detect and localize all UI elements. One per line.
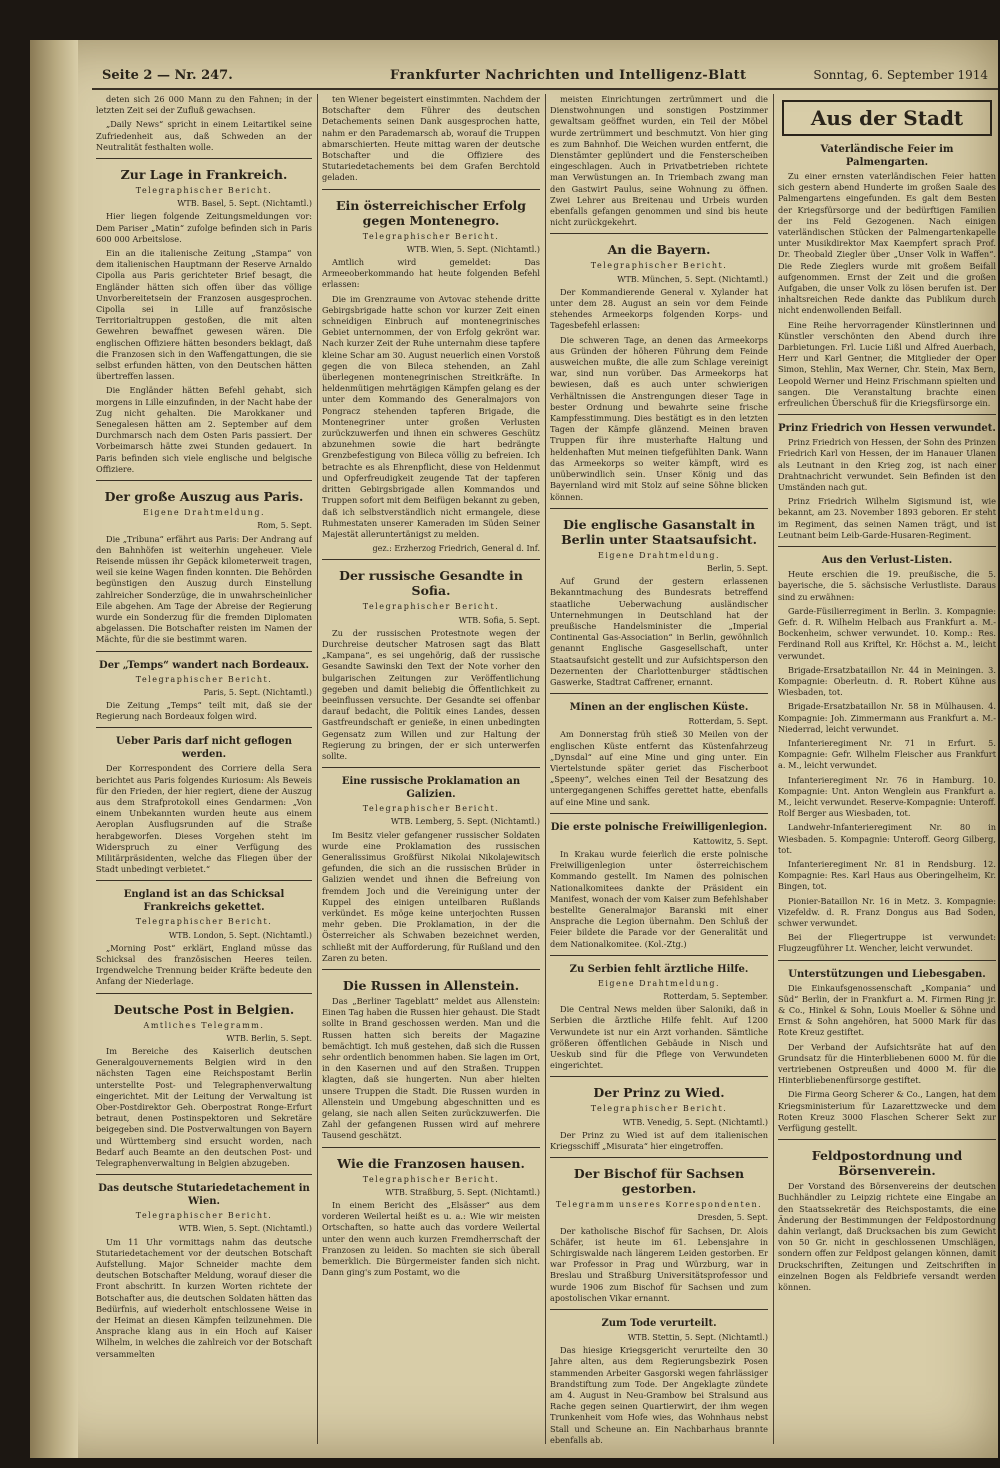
divider <box>550 693 768 694</box>
paragraph: Die im Grenzraume von Avtovac stehende dritte Gebirgsbrigade hatte schon vor kurzer Zeit einen schneidigen Einbruch auf montenegrinisches Gebiet unternommen, der von Erfolg gekrönt war. Nach kurzer Zeit der Ruhe unternahm diese tapfere kleine Schar am 30. August neuerlich einen Vorstoß gegen die von Bileca stehenden, an Zahl überlegenen montenegrinischen Streitkräfte. In heldenmütigen mehrtägigen Kämpfen gelang es der unter dem Kommando des Generalmajors von Pongracz stehenden tapferen Brigade, die Montenegriner unter großen Verlusten zurückzuwerfen und ihnen ein schweres Geschütz abzunehmen sowie die hart bedrängte Grenzbefestigung von Bileca völlig zu befreien. Ich betrachte es als Ehrenpflicht, diese von Heldenmut und Opferfreudigkeit zeugende Tat der tapferen dritten Gebirgsbrigade allen Kommandos und Truppen sofort mit dem Beifügen bekannt zu geben, daß ich selbstverständlich nicht ermangele, diese Ruhmestaten unserer Kameraden im Süden Seiner Majestät alleruntertänigst zu melden. <box>322 293 540 539</box>
column-1 <box>96 94 312 1444</box>
dateline: Paris, 5. Sept. (Nichtamtl.) <box>203 687 312 697</box>
dateline: WTB. Stettin, 5. Sept. (Nichtamtl.) <box>627 1333 768 1343</box>
article-headline: Der russische Gesandte in Sofia. <box>339 568 523 599</box>
divider <box>550 1309 768 1310</box>
article-source: Eigene Drahtmeldung. <box>142 508 266 518</box>
article-headline: Feldpostordnung und Börsenverein. <box>811 1148 963 1179</box>
newspaper-page <box>30 40 998 1458</box>
article-headline: Deutsche Post in Belgien. <box>113 1001 295 1017</box>
divider <box>778 1139 996 1140</box>
paragraph: Landwehr-Infanterieregiment Nr. 80 in Wiesbaden. 5. Kompagnie: Unteroff. Georg Gilberg, tot. <box>778 822 996 855</box>
paragraph: In einem Bericht des „Elsässer“ aus dem vorderen Weilertal heißt es u. a.: Wie wir meisten Ortschaften, so hatte auch das vordere Weilertal unter den wenn auch kurzen Fremdherrschaft der Franzosen zu leiden. So machten sie sich überall bemerklich. Die Bürgermeister fanden sich nicht. Dann ging's zum Postamt, wo die <box>322 1200 540 1278</box>
dateline: Rom, 5. Sept. <box>257 521 312 531</box>
paragraph: deten sich 26 000 Mann zu den Fahnen; in der letzten Zeit sei der Zufluß gewachsen. <box>96 94 312 116</box>
article-headline: Der „Temps“ wandert nach Bordeaux. <box>99 659 309 671</box>
article-headline: Ueber Paris darf nicht geflogen werden. <box>115 736 293 761</box>
divider <box>96 651 312 652</box>
divider <box>322 559 540 560</box>
dateline: WTB. Wien, 5. Sept. (Nichtamtl.) <box>406 244 540 254</box>
divider <box>96 880 312 881</box>
article-headline: Aus den Verlust-Listen. <box>821 555 953 567</box>
paragraph: Zu einer ernsten vaterländischen Feier hatten sich gestern abend Hunderte im großen Saale des Palmengartens eingefunden. Es galt dem Besten der Kriegsfürsorge und der bedürftigen Familien der ins Feld Gezogenen. Nach einigen vaterländischen Stücken der Palmengartenkapelle unter Musikdirektor Max Kaempfert sprach Prof. Dr. Theobald Ziegler über „Unser Volk in Waffen“. Die Rede Zieglers wurde mit großem Beifall aufgenommen. Ernst der Zeit und die großen Aufgaben, die unser Volk zu lösen berufen ist. Der inhaltsreichen Rede dankte das Publikum durch nicht endenwollenden Beifall. <box>778 171 996 316</box>
paragraph: Im Besitz vieler gefangener russischer Soldaten wurde eine Proklamation des russischen Generalissimus Großfürst Nikolai Nikolajewitsch gefunden, die sich an die russischen Brüder in Galizien wendet und ihnen die Befreiung von fremdem Joch und die Vereinigung unter der Kuppel des einigen unteilbaren Rußlands verkündet. Es möge keine unterjochten Russen mehr geben. Die Proklamation, in der die Österreicher als Schwaben bezeichnet werden, schließt mit der Aufforderung, für Rußland und den Zaren zu beten. <box>322 829 540 963</box>
header-rule <box>92 88 998 90</box>
signature: gez.: Erzherzog Friedrich, General d. Inf. <box>372 544 540 554</box>
paragraph: „Daily News“ spricht in einem Leitartikel seine Zufriedenheit aus, daß Schweden an der Neutralität festhalten wolle. <box>96 119 312 152</box>
divider <box>96 993 312 994</box>
dateline: Rotterdam, 5. September. <box>663 992 768 1001</box>
article-headline: Die Russen in Allenstein. <box>342 978 520 993</box>
column-rule <box>545 94 546 1444</box>
divider <box>778 960 996 961</box>
article-headline: Eine russische Proklamation an Galizien. <box>341 776 521 801</box>
paragraph: Ein an die italienische Zeitung „Stampa“ von dem italienischen Hauptmann der Reserve Arnaldo Cipolla aus Paris gerichteter Brief besagt, die Engländer hätten sich offen über das völlige Unvorbereitetsein der Franzosen ausgesprochen. Cipolla sei in Lille auf französische Territorialtruppen gestoßen, die mit alten Gewehren bewaffnet gewesen wären. Die englischen Offiziere hätten besonders beklagt, daß die Franzosen sich in den Waffengattungen, die sie selbst erfunden hätten, von den Deutschen hätten übertreffen lassen. <box>96 248 312 382</box>
paragraph: Der Prinz zu Wied ist auf dem italienischen Kriegsschiff „Misurata“ hier eingetroffen. <box>550 1129 768 1152</box>
paragraph: Infanterieregiment Nr. 76 in Hamburg. 10. Kompagnie: Unt. Anton Wenglein aus Frankfurt a. M., leicht verwundet. Reserve-Kompagnie: Unteroff. Rolf Berger aus Wiesbaden, tot. <box>778 774 996 819</box>
paragraph: Der Verband der Aufsichtsräte hat auf den Grundsatz für die Hinterbliebenen 6000 M. für die vertriebenen Ostpreußen und 4000 M. für die Hinterbliebenenfürsorge gestiftet. <box>778 1041 996 1086</box>
paragraph: Brigade-Ersatzbataillon Nr. 58 in Mülhausen. 4. Kompagnie: Joh. Zimmermann aus Frankfurt a. M.-Niederrad, leicht verwundet. <box>778 701 996 734</box>
article-headline: Der Prinz zu Wied. <box>593 1085 725 1101</box>
article-source: Telegraphischer Bericht. <box>590 261 728 271</box>
article-headline: Prinz Friedrich von Hessen verwundet. <box>778 423 996 435</box>
dateline: WTB. Basel, 5. Sept. (Nichtamtl.) <box>177 199 312 209</box>
paragraph: Infanterieregiment Nr. 71 in Erfurt. 5. Kompagnie: Gefr. Wilhelm Fleischer aus Frankfurt a. M., leicht verwundet. <box>778 737 996 771</box>
divider <box>550 508 768 509</box>
article-headline: England ist an das Schicksal Frankreichs gekettet. <box>123 889 285 914</box>
paragraph: Die Zeitung „Temps“ teilt mit, daß sie der Regierung nach Bordeaux folgen wird. <box>96 699 312 722</box>
divider <box>96 158 312 159</box>
paragraph: Infanterieregiment Nr. 81 in Rendsburg. 12. Kompagnie: Res. Karl Haus aus Oberingelheim, Kr. Bingen, tot. <box>778 858 996 892</box>
dateline: WTB. London, 5. Sept. (Nichtamtl.) <box>168 930 312 940</box>
page-number: Seite 2 — Nr. 247. <box>102 68 233 83</box>
divider <box>778 414 996 415</box>
paragraph: Die schweren Tage, an denen das Armeekorps aus Gründen der höheren Führung dem Feinde ausweichen mußte, die alle zum Schlage vereinigt war, sind nun vorüber. Das Armeekorps hat bewiesen, daß es auch unter schwierigen Verhältnissen die Anstrengungen dieser Tage in bester Ordnung und bewahrte seine frische Kampfesstimmung. Dies bestätigt es in den letzten Tagen der Kämpfe glänzend. Meinen braven Truppen für ihre musterhafte Haltung und heldenhaften Mut meinen tiefgefühlten Dank. Wann das Armeekorps so weiter kämpft, wird es unüberwindlich sein. Unser König und das Bayernland wird mit Stolz auf seine Söhne blicken können. <box>550 334 768 502</box>
article-headline: Die erste polnische Freiwilligenlegion. <box>550 821 768 833</box>
paragraph: In Krakau wurde feierlich die erste polnische Freiwilligenlegion unter österreichischem Kommando gestellt. Im Namen des polnischen Nationalkomitees dankte der Präsident ein Manifest, wonach der vom Kaiser zum Befehlshaber bestellte Generalmajor Baranski mit einer Ansprache die Legion übernahm. Den Schluß der Feier bildete die Parade vor der Generalität und dem Nationalkomitee. (Kol.-Ztg.) <box>550 848 768 949</box>
divider <box>322 1147 540 1148</box>
divider <box>322 189 540 190</box>
paragraph: ten Wiener begeistert einstimmten. Nachdem der Botschafter dem Führer des deutschen Detachements seinen Dank ausgesprochen hatte, nahm er den Parademarsch ab, worauf die Truppen abmarschierten. Heute mittag waren der deutsche Botschafter und die Offiziere des Stutariedetachements bei dem Grafen Berchtold geladen. <box>322 94 540 183</box>
article-headline: Unterstützungen und Liebesgaben. <box>788 968 986 980</box>
paragraph: Zu der russischen Protestnote wegen der Durchreise deutscher Matrosen sagt das Blatt „Kampana“, es sei ungehörig, daß der russische Gesandte Sawinski den Text der Note vorher den bulgarischen Zeitungen zur Veröffentlichung gegeben und damit beliebig die Öffentlichkeit zu beeinflussen versuchte. Der Gesandte sei offenbar darauf bedacht, die Politik eines Landes, dessen Gastfreundschaft er genieße, in einen unbedingten Gegensatz zum Willen und zur Haltung der Regierung zu bringen, der er sich unterwerfen sollte. <box>322 627 540 761</box>
dateline: WTB. Lemberg, 5. Sept. (Nichtamtl.) <box>390 817 540 827</box>
article-headline: Minen an der englischen Küste. <box>569 702 749 714</box>
article-source: Telegraphischer Bericht. <box>135 917 273 927</box>
article-source: Telegraphischer Bericht. <box>135 186 273 196</box>
article-source: Telegraphischer Bericht. <box>362 804 500 814</box>
article-headline: Zur Lage in Frankreich. <box>120 167 288 183</box>
divider <box>96 1174 312 1175</box>
divider <box>778 546 996 547</box>
dateline: Dresden, 5. Sept. <box>697 1213 768 1223</box>
paragraph: Das hiesige Kriegsgericht verurteilte den 30 Jahre alten, aus dem Regierungsbezirk Posen stammenden Arbeiter Gasgorski wegen fahrlässiger Brandstiftung zum Tode. Der Angeklagte zündete am 4. August in Neu-Grambow bei Stralsund aus Rache gegen seinen Quartierwirt, der ihm wegen Trunkenheit vom Hofe wies, das Wohnhaus nebst Stall und Scheune an. Ein Nachbarhaus brannte ebenfalls ab. <box>550 1345 768 1444</box>
column-rule <box>317 94 318 1444</box>
paragraph: Eine Reihe hervorragender Künstlerinnen und Künstler verschönten den Abend durch ihre Darbietungen. Frl. Lucie Lißl und Alfred Auerbach, Herr und Karl Gentner, die Mitglieder der Oper Simon, Stehlin, Max Werner, Chr. Stein, Max Bern, Leopold Werner und Heinz Frischmann spielten und sangen. Die Veranstaltung brachte einen erfreulichen Überschuß für die Kriegsfürsorge ein. <box>778 319 996 409</box>
column-3 <box>550 94 768 1444</box>
divider <box>96 480 312 481</box>
paragraph: Das „Berliner Tageblatt“ meldet aus Allenstein: Einen Tag haben die Russen hier gehaust. Die Stadt sollte in Brand geschossen werden. Man und die Russen hatten sich bereits der Magazine bemächtigt. Ich muß gestehen, daß sich die Russen sehr ordentlich benommen haben. Sie lagen im Ort, in den Kasernen und auf den Straßen. Truppen klagten, daß sie hungerten. Nun aber hielten unsere Truppen die Stadt. Die Russen wurden in Allenstein und Umgebung abgeschnitten und es gelang, sie nach allen Seiten zurückzuwerfen. Die Zahl der gefangenen Russen wird auf mehrere Tausend geschätzt. <box>322 996 540 1141</box>
divider <box>550 233 768 234</box>
paragraph: Im Bereiche des Kaiserlich deutschen Generalgouvernements Belgien wird in den nächsten Tagen eine Reichspostamt Berlin unterstellte Post- und Telegraphenverwaltung eingerichtet. Mit der Leitung der Verwaltung ist Ober-Postdirektor Geh. Oberpostrat Ronge-Erfurt betraut, denen Postinspektoren und Sekretäre beigegeben sind. Die Postverwaltungen von Bayern und Württemberg sind ersucht worden, nach Bedarf auch Beamte an den deutschen Post- und Telegraphenverwaltung in Belgien abzugeben. <box>96 1046 312 1169</box>
paragraph: Um 11 Uhr vormittags nahm das deutsche Stutariedetachement vor der deutschen Botschaft Aufstellung. Major Schneider machte dem deutschen Botschafter Meldung, worauf dieser die Front abschritt. In kurzen Worten richtete der Botschafter aus, die deutschen Soldaten hätten das Bedürfnis, auf wiederholt entschlossene Weise in der Heimat an diesen Kämpfen teilzunehmen. Die Ansprache klang aus in ein Hoch auf Kaiser Wilhelm, in welches die zahlreich vor der Botschaft versammelten <box>96 1236 312 1359</box>
dateline: WTB. Sofia, 5. Sept. <box>458 615 540 625</box>
paragraph: Der Vorstand des Börsenvereins der deutschen Buchhändler zu Leipzig richtete eine Eingabe an den Staatssekretär des Reichspostamts, die eine Änderung der Bestimmungen der Feldpostordnung dahin verlangt, daß Drucksachen bis zum Gewicht von 50 Gr. nicht in geschlossenen Umschlägen, sondern offen zur Feldpost gelangen können, damit Druckschriften, Zeitungen und Zeitschriften in einzelnen Bogen als Feldbriefe versandt werden können. <box>778 1181 996 1293</box>
dateline: WTB. Wien, 5. Sept. (Nichtamtl.) <box>178 1224 312 1234</box>
article-headline: Zum Tode verurteilt. <box>601 1318 717 1330</box>
dateline: WTB. München, 5. Sept. (Nichtamtl.) <box>617 274 768 284</box>
article-headline: Der große Auszug aus Paris. <box>104 489 304 505</box>
dateline: Berlin, 5. Sept. <box>706 563 768 573</box>
dateline: WTB. Berlin, 5. Sept. <box>226 1033 312 1043</box>
article-headline: An die Bayern. <box>607 242 711 258</box>
paragraph: Am Donnerstag früh stieß 30 Meilen von der englischen Küste entfernt das Küstenfahrzeug „Dynsdal“ auf eine Mine und ging unter. Ein Viertelstunde später geriet das Fischerboot „Speeny“, welches einen Teil der Besatzung des untergegangenen Schiffes gerettet hatte, ebenfalls auf eine Mine und sank. <box>550 729 768 807</box>
article-source: Telegraphischer Bericht. <box>362 231 500 241</box>
divider <box>550 813 768 814</box>
paragraph: Prinz Friedrich Wilhelm Sigismund ist, wie bekannt, am 23. November 1893 geboren. Er steht im Regiment, das seinen Namen trägt, und ist Leutnant beim Leib-Garde-Husaren-Regiment. <box>778 496 996 540</box>
article-source: Telegramm unseres Korrespondenten. <box>555 1200 763 1210</box>
paragraph: meisten Einrichtungen zertrümmert und die Dienstwohnungen und sonstigen Postzimmer gewaltsam geöffnet wurden, ein Teil der Möbel wurde zertrümmert und beschmutzt. Von hier ging es zum Bahnhof. Die Weichen wurden entfernt, die Dienstämter geplündert und die Fensterscheiben eingeschlagen. Auch in Privatbetrieben richtete man Verwüstungen an. In Triembach zwang man den Gastwirt Paulus, seine Wohnung zu öffnen. Zwei Lehrer aus Breitenau und Urbeis wurden ebenfalls gefangen genommen und sind bis heute nicht zurückgekehrt. <box>550 94 768 228</box>
paragraph: Die Central News melden über Saloniki, daß in Serbien die ärztliche Hilfe fehlt. Auf 1200 Verwundete ist nur ein Arzt vorhanden. Sämtliche größeren öffentlichen Gebäude in Nisch und Ueskub sind für die Pflege von Verwundeten eingerichtet. <box>550 1004 768 1071</box>
paragraph: Der katholische Bischof für Sachsen, Dr. Alois Schäfer, ist heute im 61. Lebensjahre in Schirgiswalde nach längerem Leiden gestorben. Er war Professor in Prag und Würzburg, war in Breslau und Straßburg Universitätsprofessor und wurde 1906 zum Bischof für Sachsen und zum apostolischen Vikar ernannt. <box>550 1225 768 1303</box>
article-source: Eigene Drahtmeldung. <box>597 550 721 560</box>
article-source: Telegraphischer Bericht. <box>135 674 273 684</box>
article-source: Telegraphischer Bericht. <box>135 1211 273 1221</box>
dateline: WTB. Straßburg, 5. Sept. (Nichtamtl.) <box>385 1187 540 1197</box>
column-4 <box>778 94 996 1444</box>
divider <box>96 727 312 728</box>
dateline: Kattowitz, 5. Sept. <box>692 836 768 846</box>
article-source: Telegraphischer Bericht. <box>590 1104 728 1114</box>
divider <box>322 969 540 970</box>
paragraph: „Morning Post“ erklärt, England müsse das Schicksal des französischen Heeres teilen. Irgendwelche Trennung beider Kräfte bedeute den Anfang der Niederlage. <box>96 942 312 987</box>
paragraph: Bei der Fliegertruppe ist verwundet: Flugzeugführer Lt. Wencher, leicht verwundet. <box>778 932 996 954</box>
article-headline: Vaterländische Feier im Palmengarten. <box>820 144 954 168</box>
paragraph: Hier liegen folgende Zeitungsmeldungen vor: Dem Pariser „Matin“ zufolge befinden sich in Paris 600 000 Arbeitslose. <box>96 211 312 244</box>
issue-date: Sonntag, 6. September 1914 <box>813 68 988 82</box>
article-headline: Ein österreichischer Erfolg gegen Montenegro. <box>335 197 527 228</box>
article-headline: Zu Serbien fehlt ärztliche Hilfe. <box>569 963 749 975</box>
column-2 <box>322 94 540 1444</box>
divider <box>322 767 540 768</box>
paragraph: Die Firma Georg Scherer & Co., Langen, hat dem Kriegsministerium für Lazarettzwecke und dem Roten Kreuz 3000 Flaschen Scherer Sekt zur Verfügung gestellt. <box>778 1089 996 1134</box>
paragraph: Der Kommandierende General v. Xylander hat unter dem 28. August an sein vor dem Feinde stehendes Armeekorps folgenden Korps- und Tagesbefehl erlassen: <box>550 286 768 331</box>
article-headline: Das deutsche Stutariedetachement in Wien. <box>98 1183 310 1208</box>
column-rule <box>773 94 774 1444</box>
paragraph: Garde-Füsilierregiment in Berlin. 3. Kompagnie: Gefr. d. R. Wilhelm Helbach aus Frankfurt a. M.-Bockenheim, schwer verwundet. 10. Komp.: Res. Ferdinand Roll aus Kriftel, Kr. Höchst a. M., leicht verwundet. <box>778 605 996 661</box>
page-header <box>90 68 998 90</box>
section-title: Aus der Stadt <box>782 100 992 136</box>
paragraph: Die Engländer hätten Befehl gehabt, sich morgens in Lille einzufinden, in der Nacht habe der Zug nicht gehalten. Die Marokkaner und Senegalesen hätten am 2. September auf dem Durchmarsch nach dem Osten Paris passiert. Der Vorbeimarsch hätte zwei Stunden gedauert. In Paris befinden sich viele englische und belgische Offiziere. <box>96 385 312 474</box>
article-headline: Wie die Franzosen hausen. <box>337 1155 525 1171</box>
divider <box>550 1076 768 1077</box>
article-source: Amtliches Telegramm. <box>143 1020 265 1030</box>
paragraph: Brigade-Ersatzbataillon Nr. 44 in Meiningen. 3. Kompagnie: Oberleutn. d. R. Robert Kühne aus Wiesbaden, tot. <box>778 664 996 698</box>
paragraph: Prinz Friedrich von Hessen, der Sohn des Prinzen Friedrich Karl von Hessen, der im Hanauer Ulanen als Leutnant in den Krieg zog, ist nach einer Drahtnachricht verwundet. Sein Befinden ist den Umständen nach gut. <box>778 437 996 493</box>
article-source: Telegraphischer Bericht. <box>362 602 500 612</box>
paragraph: Auf Grund der gestern erlassenen Bekanntmachung des Bundesrats betreffend staatliche Ueberwachung ausländischer Unternehmungen in Deutschland hat der preußische Handelsminister die „Imperial Continental Gas-Association“ in Berlin, gewöhnlich genannt Englische Gasgesellschaft, unter Staatsaufsicht gestellt und zur Aufsichtsperson den Dezernenten der Charlottenburger städtischen Gaswerke, Stadtrat Caffrener, ernannt. <box>550 576 768 687</box>
paragraph: Die Einkaufsgenossenschaft „Kompania“ und Süd“ Berlin, der in Frankfurt a. M. Firmen Ring jr. & Co., Hinkel & Sohn, Louis Moeller & Söhne und Ernst & Sohn angehören, hat 5000 Mark für das Rote Kreuz gestiftet. <box>778 982 996 1038</box>
article-source: Telegraphischer Bericht. <box>362 1174 500 1184</box>
dateline: Rotterdam, 5. Sept. <box>688 717 768 727</box>
article-headline: Die englische Gasanstalt in Berlin unter Staatsaufsicht. <box>561 516 757 547</box>
paragraph: Pionier-Bataillon Nr. 16 in Metz. 3. Kompagnie: Vizefeldw. d. R. Franz Dongus aus Bad Soden, schwer verwundet. <box>778 895 996 928</box>
paragraph: Heute erschien die 19. preußische, die 5. bayerische, die 5. sächsische Verlustliste. Daraus sind zu erwähnen: <box>778 569 996 602</box>
paragraph: Die „Tribuna“ erfährt aus Paris: Der Andrang auf den Bahnhöfen ist weiterhin ungeheuer. Viele Reisende müssen ihr Gepäck kilometerweit tragen, weil sie keine Wagen finden konnten. Die Behörden begünstigen den Auszug durch Einstellung zahlreicher Sonderzüge, die in unwahrscheinlicher Eile abgehen. Am Tage der Abreise der Regierung wurde ein Sonderzug für die fremden Diplomaten abgelassen. Die Botschafter reisten im Namen der Mächte, für die sie bestimmt waren. <box>96 533 312 645</box>
article-source: Eigene Drahtmeldung. <box>597 978 721 988</box>
divider <box>550 955 768 956</box>
divider <box>550 1157 768 1158</box>
article-headline: Der Bischof für Sachsen gestorben. <box>573 1166 745 1197</box>
paragraph: Der Korrespondent des Corriere della Sera berichtet aus Paris folgendes Kuriosum: Als Beweis für den Frieden, der hier regiert, diene der Auszug aus dem Strafprotokoll eines Gendarmen: „Von einem Unbekannten wurden heute aus einem Aeroplan Ausflugsrunden auf die Straße herabgeworfen. Dieses Vorgehen steht im Widerspruch zu einer Verfügung des Militärpräsidenten, welche das Fliegen über der Stadt unbedingt verbietet.“ <box>96 763 312 875</box>
paragraph: Amtlich wird gemeldet: Das Armeeoberkommando hat heute folgenden Befehl erlassen: <box>322 257 540 290</box>
newspaper-title: Frankfurter Nachrichten und Intelligenz-Blatt <box>390 68 747 83</box>
dateline: WTB. Venedig, 5. Sept. (Nichtamtl.) <box>622 1117 768 1127</box>
